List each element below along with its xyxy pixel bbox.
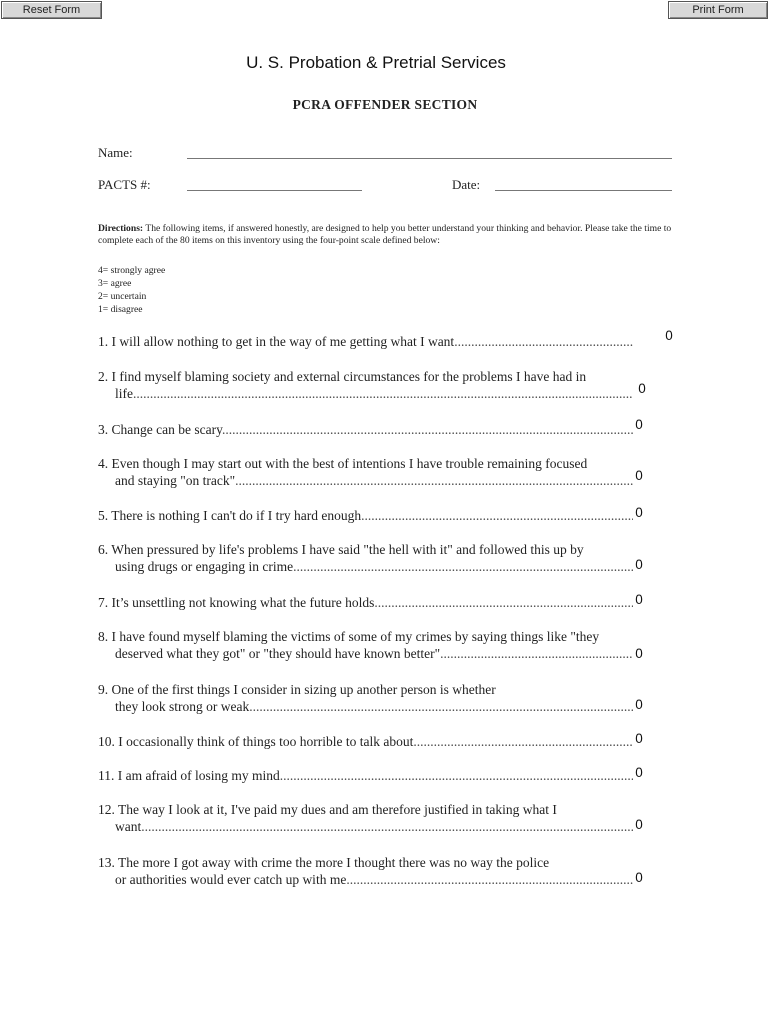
question-text: It’s unsettling not knowing what the future holds bbox=[111, 595, 375, 610]
question-text: When pressured by life's problems I have said "the hell with it" and followed this up by bbox=[111, 542, 584, 557]
question-number: 8. bbox=[98, 629, 109, 644]
question-text-cont: using drugs or engaging in crime bbox=[115, 559, 294, 574]
pacts-field[interactable] bbox=[187, 190, 362, 191]
name-field[interactable] bbox=[187, 158, 672, 159]
answer-field[interactable]: 0 bbox=[635, 557, 643, 572]
directions-lead: Directions: bbox=[98, 223, 144, 234]
question-text-cont: deserved what they got" or "they should have known better" bbox=[115, 646, 441, 661]
question-2 bbox=[98, 368, 633, 402]
question-1 bbox=[98, 333, 633, 350]
question-text: The way I look at it, I've paid my dues and am therefore justified in taking what I bbox=[118, 802, 557, 817]
question-text: One of the first things I consider in sizing up another person is whether bbox=[111, 682, 496, 697]
question-text-cont: they look strong or weak bbox=[115, 699, 250, 714]
question-3 bbox=[98, 421, 633, 438]
question-10 bbox=[98, 733, 633, 750]
scale-item: 1= disagree bbox=[98, 304, 143, 315]
answer-field[interactable]: 0 bbox=[635, 417, 643, 432]
question-text: Change can be scary bbox=[111, 422, 222, 437]
section-title: PCRA OFFENDER SECTION bbox=[292, 97, 478, 112]
question-number: 12. bbox=[98, 802, 115, 817]
question-text: There is nothing I can't do if I try hard enough bbox=[111, 508, 362, 523]
question-number: 3. bbox=[98, 422, 109, 437]
answer-field[interactable]: 0 bbox=[665, 328, 673, 343]
date-label: Date: bbox=[452, 177, 481, 192]
answer-field[interactable]: 0 bbox=[635, 592, 643, 607]
question-11 bbox=[98, 767, 633, 784]
scale-item: 4= strongly agree bbox=[98, 265, 166, 276]
question-number: 10. bbox=[98, 734, 115, 749]
scale-item: 3= agree bbox=[98, 278, 132, 289]
pacts-label: PACTS #: bbox=[98, 177, 151, 192]
agency-title: U. S. Probation & Pretrial Services bbox=[246, 53, 506, 72]
answer-field[interactable]: 0 bbox=[635, 646, 643, 661]
question-number: 1. bbox=[98, 334, 109, 349]
print-form-button[interactable]: Print Form bbox=[668, 1, 768, 19]
scale-item: 2= uncertain bbox=[98, 291, 147, 302]
reset-form-button[interactable]: Reset Form bbox=[1, 1, 102, 19]
question-text: I occasionally think of things too horrible to talk about bbox=[118, 734, 414, 749]
question-number: 4. bbox=[98, 456, 109, 471]
question-text-cont: want bbox=[115, 819, 142, 834]
question-number: 5. bbox=[98, 508, 109, 523]
question-number: 13. bbox=[98, 855, 115, 870]
answer-field[interactable]: 0 bbox=[635, 731, 643, 746]
question-number: 6. bbox=[98, 542, 109, 557]
question-12 bbox=[98, 801, 633, 835]
question-text-cont: or authorities would ever catch up with me bbox=[115, 872, 347, 887]
question-5 bbox=[98, 507, 633, 524]
question-6 bbox=[98, 541, 633, 575]
question-7 bbox=[98, 594, 633, 611]
answer-field[interactable]: 0 bbox=[635, 468, 643, 483]
question-text: I have found myself blaming the victims of some of my crimes by saying things like "they bbox=[111, 629, 600, 644]
directions-text: The following items, if answered honestly, are designed to help you better understand your thinking and behavior. Please take the time to complete each of the 80 items on this inventory using the four-point scale defined below: bbox=[98, 223, 672, 246]
question-number: 7. bbox=[98, 595, 109, 610]
directions bbox=[98, 223, 678, 247]
answer-field[interactable]: 0 bbox=[638, 381, 646, 396]
question-text: Even though I may start out with the best of intentions I have trouble remaining focused bbox=[111, 456, 588, 471]
answer-field[interactable]: 0 bbox=[635, 870, 643, 885]
question-text: I will allow nothing to get in the way of me getting what I want bbox=[111, 334, 455, 349]
question-number: 9. bbox=[98, 682, 109, 697]
question-4 bbox=[98, 455, 633, 489]
question-8 bbox=[98, 628, 643, 662]
answer-field[interactable]: 0 bbox=[635, 505, 643, 520]
date-field[interactable] bbox=[495, 190, 672, 191]
answer-field[interactable]: 0 bbox=[635, 817, 643, 832]
rating-scale bbox=[98, 264, 165, 316]
question-13 bbox=[98, 854, 633, 888]
question-text: I am afraid of losing my mind bbox=[117, 768, 280, 783]
question-text-cont: life bbox=[115, 386, 133, 401]
name-label: Name: bbox=[98, 145, 133, 160]
question-number: 11. bbox=[98, 768, 115, 783]
answer-field[interactable]: 0 bbox=[635, 697, 643, 712]
question-number: 2. bbox=[98, 369, 109, 384]
question-text: The more I got away with crime the more I thought there was no way the police bbox=[118, 855, 550, 870]
question-text: I find myself blaming society and external circumstances for the problems I have had in bbox=[111, 369, 587, 384]
question-9 bbox=[98, 681, 633, 715]
answer-field[interactable]: 0 bbox=[635, 765, 643, 780]
question-text-cont: and staying "on track" bbox=[115, 473, 236, 488]
